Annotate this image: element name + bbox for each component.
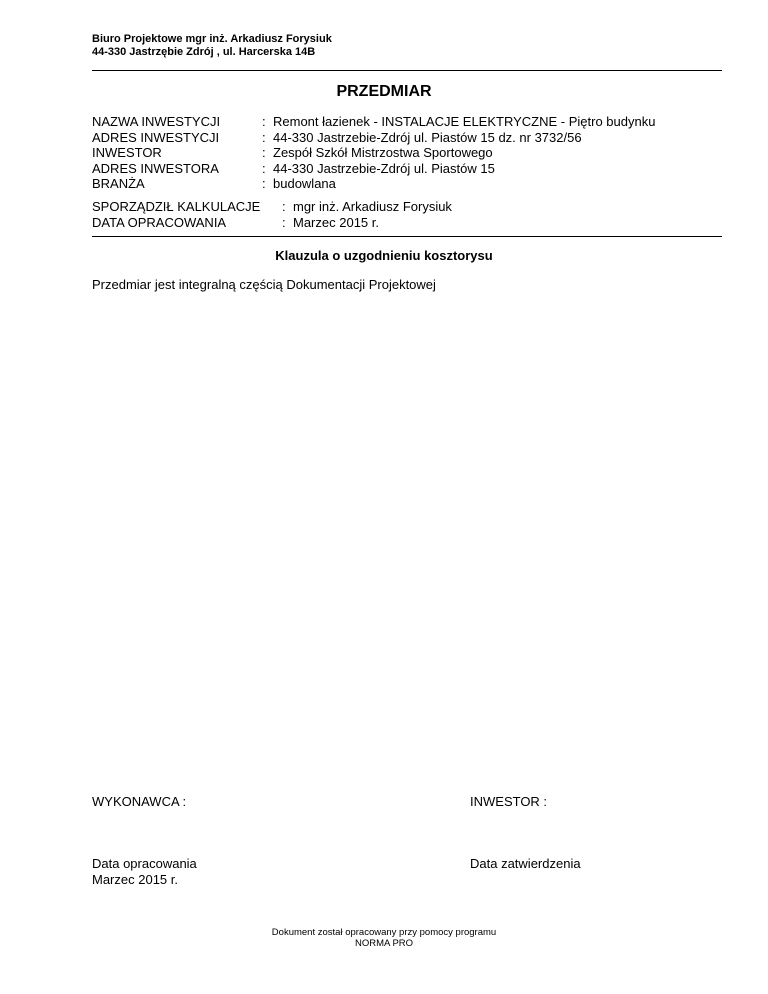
field-separator: :: [262, 176, 266, 191]
contractor-label: WYKONAWCA :: [92, 794, 187, 809]
field-separator: :: [262, 160, 266, 176]
field-label-prepared-by: SPORZĄDZIŁ KALKULACJE: [92, 199, 261, 214]
top-divider: [92, 70, 722, 71]
field-value-trade: budowlana: [273, 176, 336, 191]
field-label-investor-address: ADRES INWESTORA: [92, 160, 219, 176]
field-separator: :: [282, 214, 286, 230]
field-label-investment-address: ADRES INWESTYCJI: [92, 129, 220, 145]
investor-label: INWESTOR :: [470, 794, 548, 809]
document-title: PRZEDMIAR: [336, 83, 432, 100]
field-separator: :: [262, 129, 266, 145]
prep-date-value: Marzec 2015 r.: [92, 872, 178, 887]
field-value-investor-address: 44-330 Jastrzebie-Zdrój ul. Piastów 15: [273, 160, 495, 176]
middle-divider: [92, 236, 722, 237]
field-value-investor: Zespół Szkół Mistrzostwa Sportowego: [273, 145, 493, 160]
footer-note: Dokument został opracowany przy pomocy programu: [271, 927, 497, 938]
field-value-investment-name: Remont łazienek - INSTALACJE ELEKTRYCZNE - Piętro budynku: [273, 114, 656, 129]
field-label-trade: BRANŻA: [92, 176, 145, 191]
field-separator: :: [262, 145, 266, 160]
company-address: 44-330 Jastrzębie Zdrój , ul. Harcerska 14B: [92, 46, 316, 58]
clause-text: Przedmiar jest integralną częścią Dokumentacji Projektowej: [92, 277, 436, 292]
approval-date-label: Data zatwierdzenia: [470, 856, 581, 871]
company-name: Biuro Projektowe mgr inż. Arkadiusz Forysiuk: [92, 33, 332, 45]
field-value-investment-address: 44-330 Jastrzebie-Zdrój ul. Piastów 15 dz. nr 3732/56: [273, 129, 582, 145]
footer-program-name: NORMA PRO: [354, 938, 414, 949]
field-label-investment-name: NAZWA INWESTYCJI: [92, 114, 221, 129]
field-label-investor: INWESTOR: [92, 145, 162, 160]
clause-heading: Klauzula o uzgodnieniu kosztorysu: [275, 248, 493, 263]
prep-date-label: Data opracowania: [92, 856, 197, 871]
field-value-prepared-by: mgr inż. Arkadiusz Forysiuk: [293, 199, 452, 214]
field-separator: :: [262, 114, 266, 129]
field-label-prep-date: DATA OPRACOWANIA: [92, 214, 227, 230]
field-value-prep-date: Marzec 2015 r.: [293, 214, 379, 230]
field-separator: :: [282, 199, 286, 214]
